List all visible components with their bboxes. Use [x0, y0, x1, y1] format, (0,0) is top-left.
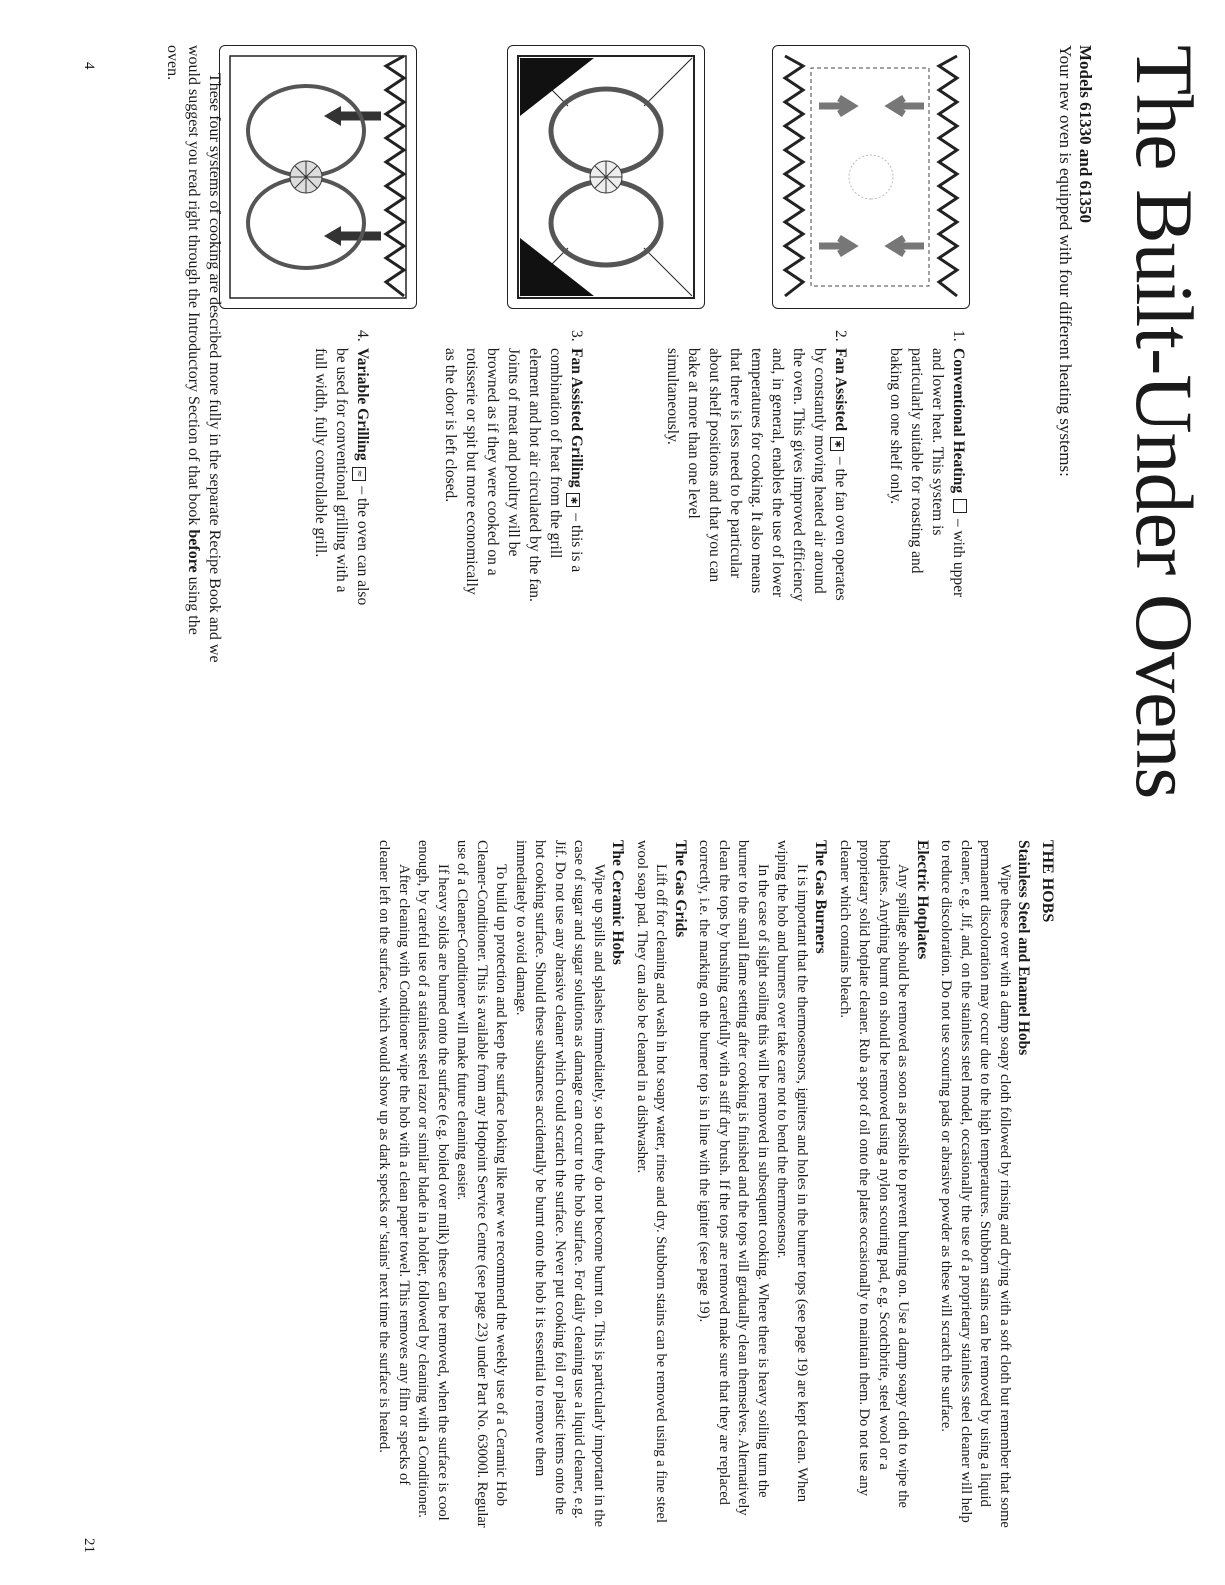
closing-emphasis: before	[185, 529, 202, 573]
fan-grilling-illustration	[220, 46, 416, 308]
section-paragraph: Wipe these over with a damp soapy cloth followed by rinsing and drying with a soft cloth but remember that some permanent discoloration may occur due to the high temperatures. Stubborn stains can be removed by using a liquid cleaner, e.g. Jif, and, on the stainless steel model, occasionally the use of a proprietary stainless steel cleaner will help to reduce discoloration. Do not use scouring pads or abrasive powder as these will scratch the surface.	[938, 840, 1013, 1528]
system-description: – the oven can also be used for conventional grilling with a full width, fully controllable grill.	[312, 348, 371, 606]
section-paragraph: It is important that the thermosensors, igniters and holes in the burner tops (see page 19) are kept clean. When wiping the hob and burners over take care not to bend the thermosensor.	[774, 840, 810, 1502]
fan-icon: ✱	[830, 437, 844, 451]
section-paragraph: Any spillage should be removed as soon as possible to prevent burning on. Use a damp soapy cloth to wipe the hotplates. Anything burnt on should be removed using a nylon scouring pad, e.g. Scotchbrite, steel wool or a proprietary solid hotplate cleaner. Rub a spot of oil onto the plates occasionally to maintain them. Do not use any cleaner which contains bleach.	[837, 840, 912, 1508]
heating-system-4	[310, 330, 373, 610]
oven-diagram-fan-assisted	[507, 45, 705, 309]
heating-system-2	[662, 330, 851, 605]
system-description: – the fan oven operates by constantly moving heated air around the oven. This gives improved efficiency and, in general, enables the use of lower temperatures for cooking. It also means that there is less need to be particular about shelf positions and that you can bake at more than one level simultaneously.	[664, 348, 849, 602]
closing-text-start: These four systems of cooking are described more fully in the separate Recipe Book and we would suggest you read right through the Introductory Section of that book	[185, 45, 223, 663]
system-name: Fan Assisted Grilling	[568, 348, 585, 488]
system-number: 3.	[568, 330, 585, 342]
system-number: 4.	[354, 330, 371, 342]
section-paragraph: In the case of slight soiling this will be removed in subsequent cooking. Where there is heavy soiling turn the burner to the small flame setting after cooking is finished and the tops will gradually clean themselves. Alternatively clean the tops by brushing carefully with a stiff dry brush. If the tops are removed make sure that they are replaced correctly, i.e. the marking on the burner top is in line with the igniter (see page 19).	[696, 840, 771, 1516]
section-title-stainless-steel: Stainless Steel and Enamel Hobs	[1015, 840, 1033, 1056]
left-page-number: 4	[81, 62, 97, 70]
heating-system-1	[885, 330, 969, 600]
models-heading: Models 61330 and 61350	[1076, 45, 1095, 224]
hobs-column	[374, 840, 1057, 1530]
system-name: Variable Grilling	[354, 348, 371, 461]
closing-paragraph	[162, 45, 225, 665]
system-number: 1.	[950, 330, 967, 342]
heating-system-3	[440, 330, 587, 605]
section-paragraph: Lift off for cleaning and wash in hot soapy water, rinse and dry. Stubborn stains can be removed using a fine steel wool soap pad. They can also be cleaned in a dishwasher.	[634, 840, 670, 1523]
system-name: Conventional Heating	[950, 348, 967, 494]
system-description: – with upper and lower heat. This system is particularly suitable for roasting and baking on one shelf only.	[887, 348, 967, 598]
section-paragraph: If heavy solids are burned onto the surface (e.g. boiled over milk) these can be removed, when the surface is cool enough, by careful use of a stainless steel razor or similar blade in a holder, followed by cleaning with a Conditioner.	[415, 840, 451, 1521]
section-paragraph: Wipe up spills and splashes immediately, so that they do not become burnt on. This is particularly important in the case of sugar and sugar solutions as damage can occur to the hob surface. For daily cleaning use a liquid cleaner, e.g. Jif. Do not use any abrasive cleaner which could scratch the surface. Never put cooking foil or plastic items onto the hot cooking surface. Should these substances accidentally be burnt onto the hob it is essential to remove them immediately to avoid damage.	[513, 840, 607, 1528]
fan-assisted-illustration	[508, 46, 704, 308]
fan-grill-icon: ✱	[566, 493, 580, 507]
section-title-ceramic-hobs: The Ceramic Hobs	[609, 840, 627, 965]
system-name: Fan Assisted	[832, 348, 849, 432]
section-title-gas-burners: The Gas Burners	[812, 840, 830, 954]
section-title-gas-grids: The Gas Grids	[672, 840, 689, 938]
oven-diagram-fan-grilling	[219, 45, 417, 309]
oven-diagram-conventional	[772, 45, 970, 309]
section-paragraph: To build up protection and keep the surface looking like new we recommend the weekly use of a Ceramic Hob Cleaner-Conditioner. This is available from any Hotpoint Service Centre (see page 23) under Part No. 63000l. Regular use of a Cleaner-Conditioner will make future cleaning easier.	[454, 840, 510, 1528]
conventional-heat-illustration	[773, 46, 969, 308]
right-page-number: 21	[81, 1538, 97, 1553]
conventional-heating-icon	[953, 499, 967, 513]
system-description: – this is a combination of heat from the grill element and hot air circulated by the fan. Joints of meat and poultry will be browned as if they were cooked on a rotisserie or spit but more economically as the door is left closed.	[442, 348, 585, 602]
intro-text: Your new oven is equipped with four different heating systems:	[1056, 45, 1075, 477]
closing-text-end: using the oven.	[164, 45, 202, 635]
grill-icon: ≈	[352, 467, 366, 481]
section-paragraph: After cleaning with Conditioner wipe the hob with a clean paper towel. This removes any film or specks of cleaner left on the surface, which would show up as dark specks or 'stains' next time the surface is heated.	[376, 840, 412, 1486]
system-number: 2.	[832, 330, 849, 342]
hobs-heading: THE HOBS	[1039, 840, 1056, 923]
section-title-electric-hotplates: Electric Hotplates	[914, 840, 931, 960]
page-title: The Built-Under Ovens	[1119, 45, 1210, 799]
